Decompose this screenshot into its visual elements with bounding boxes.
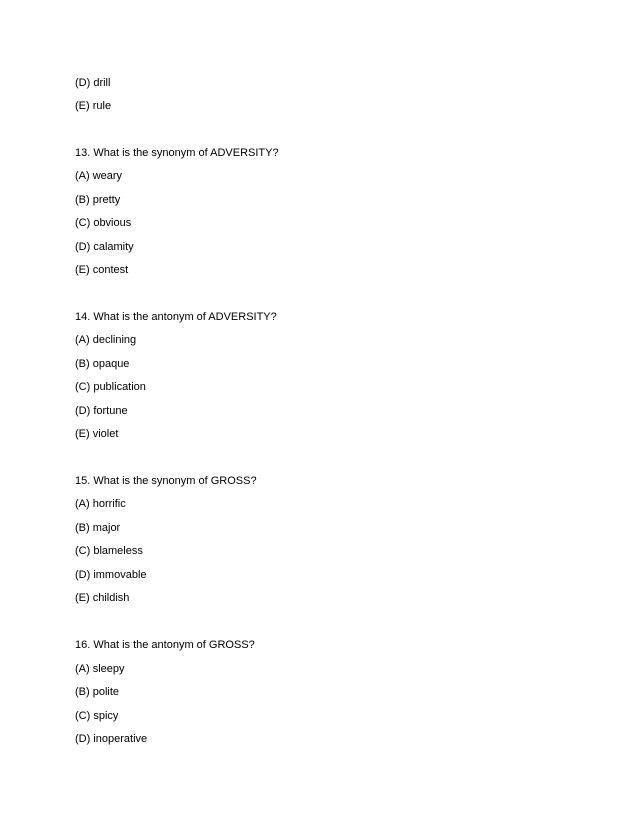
option-e: (E) childish <box>75 592 130 604</box>
option-a: (A) sleepy <box>75 663 125 675</box>
option-b: (B) polite <box>75 686 120 698</box>
option-d: (D) fortune <box>75 405 128 417</box>
option-c: (C) blameless <box>75 545 143 557</box>
option-b: (B) opaque <box>75 358 130 370</box>
question-prompt: 14. What is the antonym of ADVERSITY? <box>75 311 277 323</box>
option-c: (C) publication <box>75 381 146 393</box>
option-d: (D) inoperative <box>75 733 148 745</box>
option-d: (D) immovable <box>75 569 147 581</box>
option-e: (E) rule <box>75 100 112 112</box>
option-e: (E) violet <box>75 428 119 440</box>
option-c: (C) obvious <box>75 217 132 229</box>
option-a: (A) weary <box>75 170 123 182</box>
option-a: (A) declining <box>75 334 137 346</box>
question-prompt: 15. What is the synonym of GROSS? <box>75 475 257 487</box>
option-b: (B) major <box>75 522 121 534</box>
question-prompt: 13. What is the synonym of ADVERSITY? <box>75 147 279 159</box>
option-c: (C) spicy <box>75 710 119 722</box>
option-d: (D) calamity <box>75 241 134 253</box>
option-d: (D) drill <box>75 77 111 89</box>
question-prompt: 16. What is the antonym of GROSS? <box>75 639 255 651</box>
option-b: (B) pretty <box>75 194 121 206</box>
option-e: (E) contest <box>75 264 129 276</box>
option-a: (A) horrific <box>75 498 126 510</box>
